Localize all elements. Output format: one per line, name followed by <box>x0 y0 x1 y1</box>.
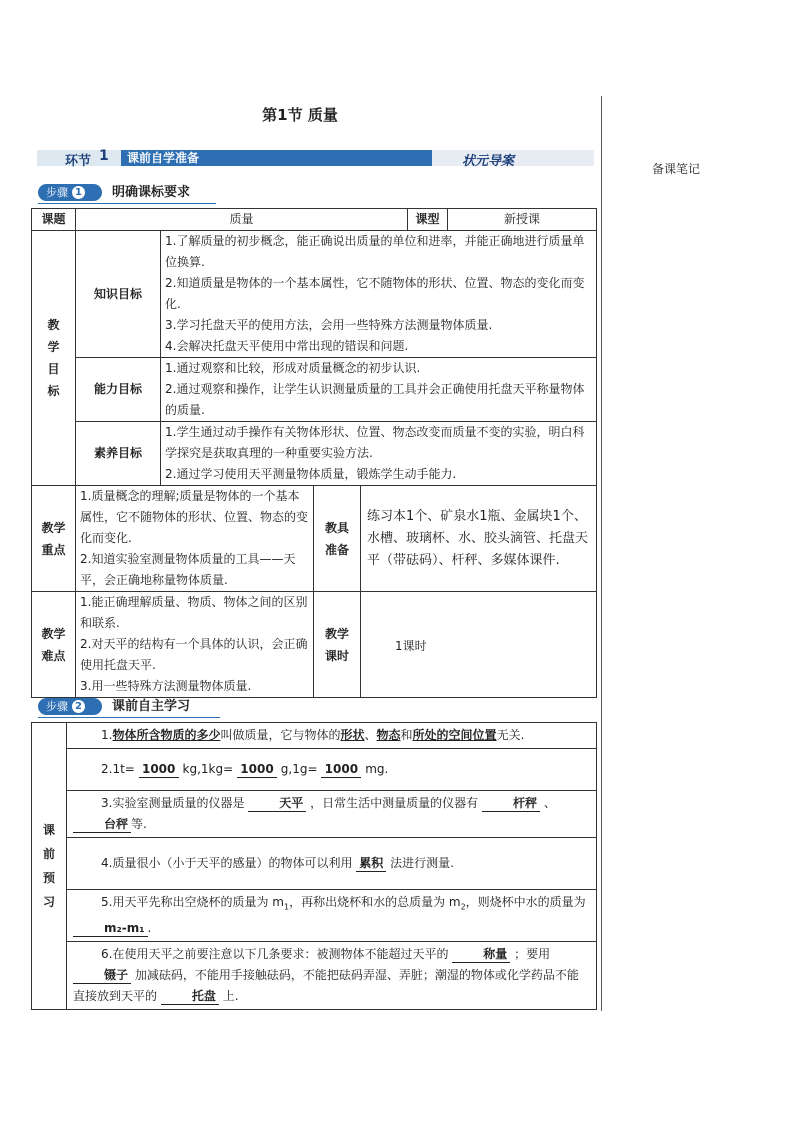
banner-huanjie: 环节 <box>65 154 92 169</box>
list-item: 2.知道实验室测量物体质量的工具——天平，会正确地称量物体质量. <box>80 552 296 587</box>
step1-heading <box>38 183 238 203</box>
literacy-items <box>161 422 597 486</box>
key-label: 教学 重点 <box>32 486 76 592</box>
ability-label: 能力目标 <box>76 358 161 422</box>
list-item: 2.通过观察和操作，让学生认识测量质量的工具并会正确使用托盘天平称量物体的质量. <box>165 382 585 417</box>
page-title: 第1节 质量 <box>262 106 338 124</box>
section-banner <box>37 148 594 169</box>
question-4: 4.质量很小（小于天平的感量）的物体可以利用 累积 法进行测量. <box>67 838 597 890</box>
answer-blank: 天平 <box>248 795 306 812</box>
question-1: 1.物体所含物质的多少叫做质量，它与物体的形状、物态和所处的空间位置无关. <box>67 723 597 749</box>
question-5: 5.用天平先称出空烧杯的质量为 $m_1$，再称出烧杯和水的总质量为 $m_2$，则烧杯中水的质量为 m₂-m₁ . <box>67 890 597 942</box>
ability-items <box>161 358 597 422</box>
list-item: 2.通过学习使用天平测量物体质量，锻炼学生动手能力. <box>165 467 457 481</box>
banner-number: 1 <box>99 148 109 164</box>
kexing-label: 课型 <box>408 209 448 231</box>
prep-text: 练习本1个、矿泉水1瓶、金属块1个、水槽、玻璃杯、水、胶头滴管、托盘天平（带砝码）、杆秤、多媒体课件. <box>361 486 597 592</box>
list-item: 1.质量概念的理解;质量是物体的一个基本属性，它不随物体的形状、位置、物态的变化而变化. <box>80 489 309 545</box>
hours-value: 1课时 <box>361 592 597 698</box>
step2-heading <box>38 697 238 717</box>
answer-blank: 称量 <box>452 946 510 963</box>
literacy-label: 素养目标 <box>76 422 161 486</box>
preview-label: 课 前 预 习 <box>32 723 67 1010</box>
question-2: 2.1t= 1000 kg,1kg= 1000 g,1g= 1000 mg. <box>67 749 597 791</box>
list-item: 3.学习托盘天平的使用方法，会用一些特殊方法测量物体质量. <box>165 318 493 332</box>
question-6: 6.在使用天平之前要注意以下几条要求：被测物体不能超过天平的 称量 ；要用 镊子 加减砝码，不能用手接触砝码，不能把砝码弄湿、弄脏；潮湿的物体或化学药品不能直接放到天平的 托盘 上. <box>67 942 597 1010</box>
step1-text: 明确课标要求 <box>112 185 191 200</box>
difficulty-items <box>76 592 314 698</box>
step1-badge: 步骤 1 <box>38 184 102 201</box>
keti-value: 质量 <box>76 209 408 231</box>
knowledge-label: 知识目标 <box>76 231 161 358</box>
answer-blank: 镊子 <box>73 967 131 984</box>
list-item: 1.学生通过动手操作有关物体形状、位置、物态改变而质量不变的实验，明白科学探究是获取真理的一种重要实验方法. <box>165 425 585 460</box>
step2-underline <box>38 717 220 718</box>
banner-guide <box>432 150 594 169</box>
answer-blank: 杆秤 <box>482 795 540 812</box>
lesson-table <box>31 208 597 698</box>
step1-number: 1 <box>72 186 85 199</box>
answer-blank: 1000 <box>321 761 361 778</box>
hours-label: 教学 课时 <box>314 592 361 698</box>
banner-label: 课前自学准备 <box>121 150 451 166</box>
margin-divider <box>601 96 602 1011</box>
answer-blank: m₂-m₁ <box>73 920 148 937</box>
knowledge-items <box>161 231 597 358</box>
list-item: 1.能正确理解质量、物质、物体之间的区别和联系. <box>80 595 308 630</box>
question-3: 3.实验室测量质量的仪器是 天平 ，日常生活中测量质量的仪器有 杆秤 、 台秤 等. <box>67 791 597 838</box>
step1-underline <box>38 203 216 204</box>
answer-blank: 1000 <box>237 761 277 778</box>
list-item: 2.知道质量是物体的一个基本属性，它不随物体的形状、位置、物态的变化而变化. <box>165 276 585 311</box>
list-item: 2.对天平的结构有一个具体的认识，会正确使用托盘天平. <box>80 637 308 672</box>
answer-blank: 1000 <box>139 761 179 778</box>
difficulty-label: 教学 难点 <box>32 592 76 698</box>
preview-table <box>31 722 597 1010</box>
banner-guide-text: 状元导案 <box>462 154 515 169</box>
step2-text: 课前自主学习 <box>112 699 191 714</box>
answer-blank: 托盘 <box>161 988 219 1005</box>
step2-number: 2 <box>72 700 85 713</box>
answer-blank: 累积 <box>356 855 386 872</box>
prep-label: 教具 准备 <box>314 486 361 592</box>
keti-label: 课题 <box>32 209 76 231</box>
kexing-value: 新授课 <box>448 209 597 231</box>
key-items <box>76 486 314 592</box>
goals-label: 教 学 目 标 <box>32 231 76 486</box>
list-item: 3.用一些特殊方法测量物体质量. <box>80 679 252 693</box>
side-note: 备课笔记 <box>652 162 701 176</box>
answer-blank: 台秤 <box>73 816 131 833</box>
list-item: 1.通过观察和比较，形成对质量概念的初步认识. <box>165 361 421 375</box>
list-item: 4.会解决托盘天平使用中常出现的错误和问题. <box>165 339 409 353</box>
step2-badge: 步骤 2 <box>38 698 102 715</box>
list-item: 1.了解质量的初步概念，能正确说出质量的单位和进率，并能正确地进行质量单位换算. <box>165 234 585 269</box>
